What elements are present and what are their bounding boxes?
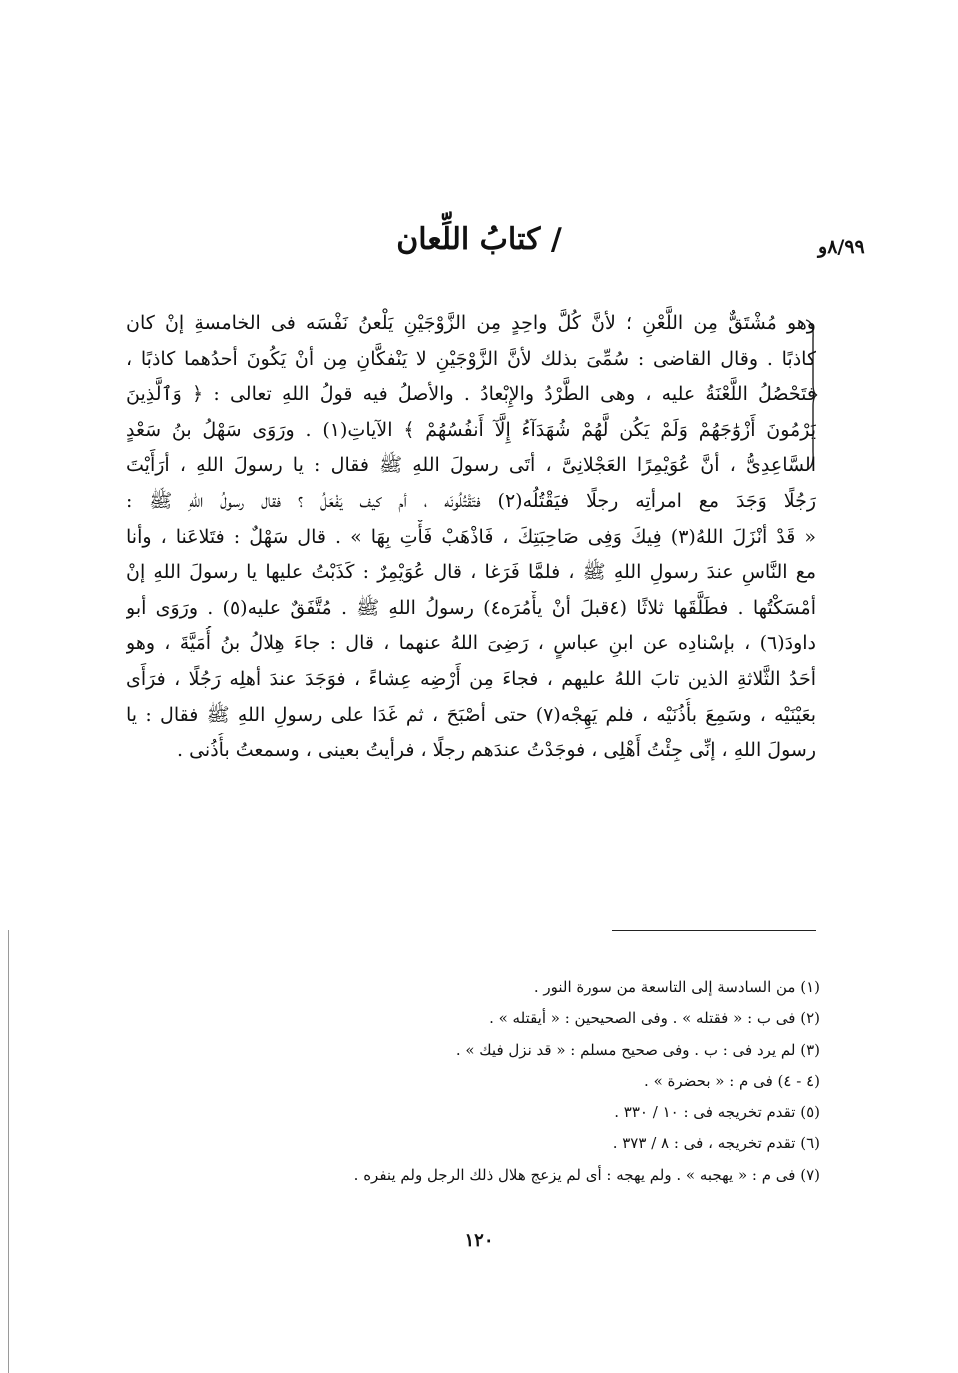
text-line: رَجُلًا وَجَدَ مع امرأتِه رجلًا فيَقْتُلُه(٢) فتَقْتُلُونَه ، أم كيف يَفْعَلُ ؟ فقال رسولُ اللهِ ﷺ :: [126, 489, 816, 512]
footnote: (٧) فى م : « يهجبه » . ولم يهجه : أى لم يزعج هلال ذلك الرجل ولم ينفره .: [353, 1165, 820, 1184]
footnote: (٤ - ٤) فى م : « بحضرة » .: [644, 1071, 820, 1090]
footnote: (٣) لم يرد فى : ب . وفى صحيح مسلم : « قد نزل فيك » .: [455, 1040, 820, 1059]
text-line: « قَدْ أنْزَلَ اللهُ(٣) فِيكَ وَفِى صَاحِبَتِكَ ، فَاذْهَبْ فَأْتِ بِهَا » . قال سَهْلٌ : فتَلاعَنا ، وأنا: [126, 525, 816, 548]
page-number: ١٢٠: [464, 1230, 494, 1251]
text-line: وهو مُشْتَقٌّ مِن اللَّعْنِ ؛ لأنَّ كُلَّ واحِدٍ مِن الزَّوْجَيْنِ يَلْعنُ نَفْسَه فى الخامسةِ إنْ كان: [126, 312, 816, 334]
footnote: (٦) تقدم تخريجه ، فى : ٨ / ٣٧٣ .: [612, 1134, 820, 1153]
chapter-title: / كتابُ اللِّعان: [396, 222, 562, 257]
footnote-divider: [612, 930, 816, 931]
footnotes: [300, 972, 820, 1191]
text-line: كاذبًا . وقال القاضى : سُمِّىَ بذلك لأنَّ الزَّوْجَيْنِ لا يَنْفكَّانِ مِن أنْ يَكُونَ أحدُهما كاذبًا ،: [126, 347, 816, 370]
text-line: فتَحْصُلُ اللَّعْنَةُ عليه ، وهى الطَّرْدُ والإِبْعادُ . والأصلُ فيه قولُ اللهِ تعالى : ﴿ وَٱلَّذِينَ: [126, 383, 816, 406]
page-edge-line: [8, 930, 9, 1373]
text-line: أمْسَكْتُها . فطَلَّقَها ثلاثًا (٤قبلَ أنْ يأْمُرَه٤) رسولُ اللهِ ﷺ . مُتَّفَقٌ عليه(٥) . ورَوَى أبو: [126, 596, 816, 619]
text-line: السَّاعِدِىُّ ، أنَّ عُوَيْمِرًا العَجْلانِىَّ ، أتَى رسولَ اللهِ ﷺ فقال : يا رسولَ اللهِ ، أرَأَيْتَ: [126, 454, 816, 477]
text-line: رسولَ اللهِ ، إنِّى جِئْتُ أَهْلِى ، فوجَدْتُ عندَهم رجلًا ، فرأيتُ بعينى ، وسمعتُ بأُذُنى .: [176, 739, 816, 762]
text-line: مع النَّاسِ عندَ رسولِ اللهِ ﷺ ، فلمَّا فَرَغا ، قال عُوَيْمِرٌ : كَذَبْتُ عليها يا رسولَ اللهِ إنْ: [126, 561, 816, 584]
text-line: أحَدُ الثَّلاثةِ الذين تابَ اللهُ عليهم ، فجاءَ مِن أَرْضِه عِشاءً ، فوَجَدَ عندَ أهلِه رَجُلًا ، فرَأَى: [126, 667, 816, 690]
footnote: (٢) فى ب : « فقتله » . وفى الصحيحين : « أيقتله » .: [489, 1009, 820, 1028]
text-line: يَرْمُونَ أَزْوَٰجَهُمْ وَلَمْ يَكُن لَّهُمْ شُهَدَآءُ إِلَّآ أَنفُسُهُمْ ﴾ الآياتِ(١) . ورَوَى سَهْلُ بنُ سَعْدٍ: [126, 418, 816, 441]
text-line: داودَ(٦) ، بإسْنادِه عن ابنِ عباسٍ ، رَضِىَ اللهُ عنهما ، قال : جاءَ هِلالُ بنُ أُمَيَّةَ ، وهو: [126, 632, 816, 655]
footnote: (٥) تقدم تخريجه فى : ١٠ / ٣٣٠ .: [614, 1103, 820, 1122]
main-text: [126, 306, 816, 769]
footnote: (١) من السادسة إلى التاسعة من سورة النور .: [533, 978, 820, 996]
text-line: بعَيْنَيْه ، وسَمِعَ بأُذُنَيْه ، فلم يَهِجْه(٧) حتى أصْبَحَ ، ثم غَدَا على رسولِ اللهِ ﷺ فقال : يا: [126, 703, 816, 726]
manuscript-folio-reference: ٨/٩٩و: [818, 236, 865, 258]
